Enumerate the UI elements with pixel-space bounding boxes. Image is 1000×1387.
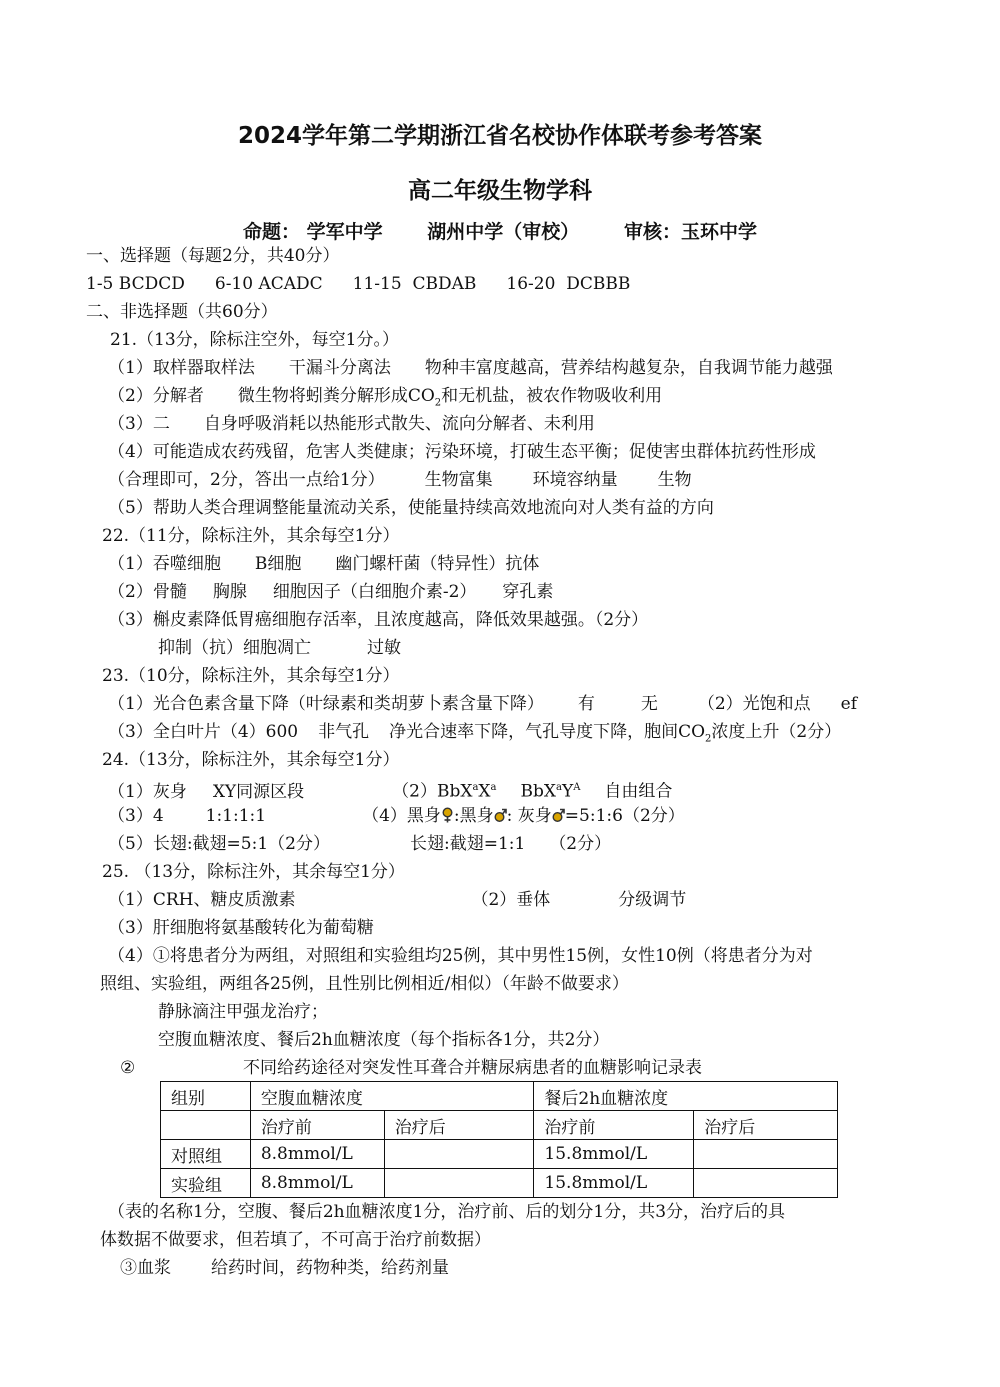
q22-line2 <box>108 581 553 603</box>
section2-heading: 二、非选择题（共60分） <box>86 302 278 322</box>
table-header-fasting: 空腹血糖浓度 <box>250 1082 534 1111</box>
q22-title: 22.（11分，除标注外，其余每空1分） <box>102 526 400 546</box>
answer: （2分） <box>549 834 612 854</box>
answer: （5）长翅:截翅=5:1（2分） <box>108 834 330 854</box>
table-cell-group: 实验组 <box>161 1169 251 1198</box>
answer: 过敏 <box>367 638 401 658</box>
table-header-row <box>161 1082 838 1111</box>
table-cell <box>694 1169 838 1198</box>
answer: 和无机盐，被农作物吸收利用 <box>441 386 663 406</box>
q25-title: 25. （13分，除标注外，其余每空1分） <box>102 862 405 882</box>
answer: 分级调节 <box>618 890 687 910</box>
mcq-answer-11-15: 11-15 CBDAB <box>352 274 477 294</box>
blood-glucose-table <box>160 1081 838 1198</box>
answer: ③血浆 <box>120 1258 171 1278</box>
q24-line3 <box>108 833 611 855</box>
table-cell-empty <box>161 1111 251 1140</box>
answer: 环境容纳量 <box>532 470 618 490</box>
q22-line3: （3）槲皮素降低胃癌细胞存活率，且浓度越高，降低效果越强。（2分） <box>108 610 649 630</box>
answer: （3）二 <box>108 414 170 434</box>
superscript: A <box>573 782 581 793</box>
table-cell: 15.8mmol/L <box>534 1169 694 1198</box>
table-cell: 8.8mmol/L <box>250 1169 384 1198</box>
answer: （2）骨髓 <box>108 582 187 602</box>
q22-line4 <box>158 637 401 659</box>
answer: （3）全白叶片（4）600 <box>108 722 299 742</box>
superscript: a <box>472 782 479 793</box>
answer: 净光合速率下降，气孔导度下降，胞间CO <box>389 722 706 742</box>
answer: 自身呼吸消耗以热能形式散失、流向分解者、未利用 <box>203 414 595 434</box>
table-header-fasting-after: 治疗后 <box>384 1111 534 1140</box>
answer: B细胞 <box>254 554 302 574</box>
answer: 幽门螺杆菌（特异性）抗体 <box>335 554 540 574</box>
answer: 1:1:1:1 <box>205 806 267 826</box>
genotype: X <box>478 781 491 802</box>
mcq-answer-16-20: 16-20 DCBBB <box>506 274 631 294</box>
document-subtitle: 高二年级生物学科 <box>408 178 592 204</box>
answer: 自由组合 <box>604 781 673 802</box>
answer: =5:1:6（2分） <box>564 806 685 826</box>
q25-line3: （4）①将患者分为两组，对照组和实验组均25例，其中男性15例，女性10例（将患者分为对 <box>108 946 813 966</box>
answer: 细胞因子（白细胞介素-2） <box>272 582 477 602</box>
answer: 物种丰富度越高，营养结构越复杂，自我调节能力越强 <box>424 358 833 378</box>
table-header-postmeal-before: 治疗前 <box>534 1111 694 1140</box>
answer: （2）分解者 <box>108 386 204 406</box>
q21-line5 <box>108 469 692 491</box>
answer: （2）垂体 <box>471 890 551 910</box>
q21-title: 21.（13分，除标注空外，每空1分。） <box>110 330 399 350</box>
q25-marker-2: ② <box>120 1058 136 1078</box>
subscript: 2 <box>705 733 712 745</box>
answer: XY同源区段 <box>212 781 305 802</box>
answer: （1）灰身 <box>108 781 187 802</box>
q23-line1 <box>108 693 857 715</box>
q24-title: 24.（13分，除标注外，其余每空1分） <box>102 750 400 770</box>
answer: （3）4 <box>108 806 164 826</box>
q25-line4: 照组、实验组，两组各25例，且性别比例相近/相似）（年龄不做要求） <box>100 974 629 994</box>
table-header-fasting-before: 治疗前 <box>250 1111 384 1140</box>
answer: 胸腺 <box>212 582 247 602</box>
answer: :黑身 <box>453 806 494 826</box>
q22-line1 <box>108 553 539 575</box>
table-cell <box>694 1140 838 1169</box>
q25-line7 <box>120 1257 449 1279</box>
answer: （4）黑身 <box>362 806 441 826</box>
superscript: a <box>555 782 562 793</box>
answer: 无 <box>640 694 658 714</box>
q25-line6: 空腹血糖浓度、餐后2h血糖浓度（每个指标各1分，共2分） <box>158 1030 610 1050</box>
q21-line2 <box>108 385 662 414</box>
answer: 生物 <box>657 470 692 490</box>
authors-line <box>0 217 1000 244</box>
answer: （1）吞噬细胞 <box>108 554 221 574</box>
mcq-answer-1-5: 1-5 BCDCD <box>86 274 185 294</box>
q23-line2 <box>108 721 841 750</box>
superscript: a <box>490 782 497 793</box>
table-cell <box>384 1140 534 1169</box>
table-row <box>161 1169 838 1198</box>
author-proposer: 命题： 学军中学 <box>243 221 383 243</box>
q23-title: 23.（10分，除标注外，其余每空1分） <box>102 666 400 686</box>
answer: 有 <box>577 694 595 714</box>
q21-line6: （5）帮助人类合理调整能量流动关系，使能量持续高效地流向对人类有益的方向 <box>108 498 714 518</box>
table-cell-group: 对照组 <box>161 1140 251 1169</box>
q21-line1 <box>108 357 833 379</box>
subscript: 2 <box>434 397 442 409</box>
answer: 穿孔素 <box>502 582 554 602</box>
table-note-2: 体数据不做要求，但若填了，不可高于治疗前数据） <box>100 1230 491 1250</box>
table-subheader-row <box>161 1111 838 1140</box>
answer: （1）光合色素含量下降（叶绿素和类胡萝卜素含量下降） <box>108 694 544 714</box>
table-cell: 15.8mmol/L <box>534 1140 694 1169</box>
mcq-answer-6-10: 6-10 ACADC <box>214 274 323 294</box>
author-reviewer: 湖州中学（审校） <box>427 221 580 243</box>
q21-line3 <box>108 413 595 435</box>
table-title: 不同给药途径对突发性耳聋合并糖尿病患者的血糖影响记录表 <box>243 1058 702 1078</box>
male-symbol-icon <box>494 807 507 823</box>
answer: 生物富集 <box>424 470 493 490</box>
table-header-postmeal-after: 治疗后 <box>694 1111 838 1140</box>
answer: : 灰身 <box>506 806 552 826</box>
document-title: 2024学年第二学期浙江省名校协作体联考参考答案 <box>237 123 762 149</box>
answer: 微生物将蚓粪分解形成CO <box>237 386 435 406</box>
genotype: Y <box>561 781 574 802</box>
q24-line1 <box>108 777 672 803</box>
table-header-group: 组别 <box>161 1082 251 1111</box>
table-header-postmeal: 餐后2h血糖浓度 <box>534 1082 838 1111</box>
table-cell <box>384 1169 534 1198</box>
answer: 非气孔 <box>318 722 370 742</box>
answer: 给药时间，药物种类，给药剂量 <box>211 1258 449 1278</box>
table-row <box>161 1140 838 1169</box>
male-symbol-icon <box>552 807 565 823</box>
answer: 抑制（抗）细胞凋亡 <box>158 638 311 658</box>
q21-line4: （4）可能造成农药残留，危害人类健康；污染环境，打破生态平衡；促使害虫群体抗药性形成 <box>108 442 816 462</box>
q25-line1 <box>108 889 686 911</box>
author-auditor: 审核：玉环中学 <box>623 221 757 243</box>
answer: 干漏斗分离法 <box>288 358 391 378</box>
female-symbol-icon <box>441 807 454 823</box>
table-note-1: （表的名称1分，空腹、餐后2h血糖浓度1分，治疗前、后的划分1分，共3分，治疗后的具 <box>108 1202 786 1222</box>
q25-line5: 静脉滴注甲强龙治疗； <box>158 1002 328 1022</box>
answer: （合理即可，2分，答出一点给1分） <box>108 470 385 490</box>
answer: 浓度上升（2分） <box>711 722 842 742</box>
table-cell: 8.8mmol/L <box>250 1140 384 1169</box>
answer: ef <box>840 694 858 714</box>
genotype: （2）BbX <box>392 781 473 802</box>
q25-line2: （3）肝细胞将氨基酸转化为葡萄糖 <box>108 918 374 938</box>
answer: 长翅:截翅=1:1 <box>409 834 526 854</box>
answer: （1）取样器取样法 <box>108 358 255 378</box>
genotype: BbX <box>520 781 556 802</box>
mcq-answers <box>86 273 660 295</box>
q24-line2 <box>108 805 685 827</box>
answer: （1）CRH、糖皮质激素 <box>108 890 296 910</box>
section1-heading: 一、选择题（每题2分，共40分） <box>86 246 340 266</box>
answer: （2）光饱和点 <box>697 694 811 714</box>
